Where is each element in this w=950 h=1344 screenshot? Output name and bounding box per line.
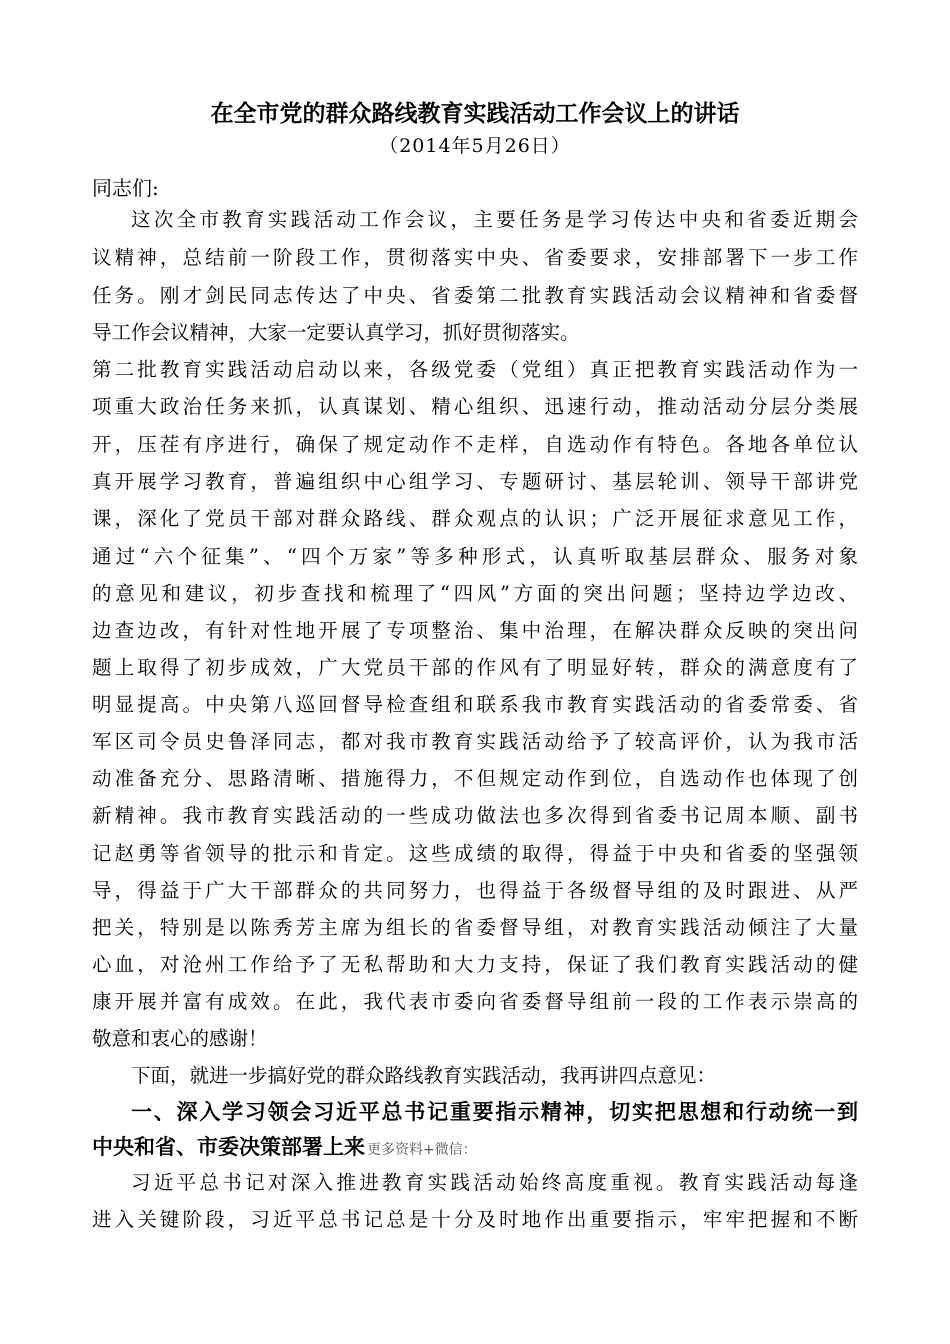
heading-line: 一、深入学习领会习近平总书记重要指示精神，切实把思想和行动统一到 bbox=[131, 1100, 858, 1124]
paragraph-line: 习近平总书记对深入推进教育实践活动始终高度重视。教育实践活动每逢 bbox=[131, 1171, 858, 1194]
paragraph-line: 把关，特别是以陈秀芳主席为组长的省委督导组，对教育实践活动倾注了大量 bbox=[92, 916, 858, 939]
paragraph-line: 项重大政治任务来抓，认真谋划、精心组织、迅速行动，推动活动分层分类展 bbox=[92, 395, 858, 418]
document-date: （2014年5月26日） bbox=[379, 135, 571, 157]
paragraph-line: 康开展并富有成效。在此，我代表市委向省委督导组前一段的工作表示崇高的 bbox=[92, 990, 858, 1013]
paragraph-line: 第二批教育实践活动启动以来，各级党委（党组）真正把教育实践活动作为一 bbox=[92, 358, 858, 381]
paragraph-line: 新精神。我市教育实践活动的一些成功做法也多次得到省委书记周本顺、副书 bbox=[92, 804, 858, 827]
paragraph-line: 心血，对沧州工作给予了无私帮助和大力支持，保证了我们教育实践活动的健 bbox=[92, 953, 858, 976]
paragraph-line: 真开展学习教育，普遍组织中心组学习、专题研讨、基层轮训、领导干部讲党 bbox=[92, 470, 858, 493]
paragraph-line: 动准备充分、思路清晰、措施得力，不但规定动作到位，自选动作也体现了创 bbox=[92, 767, 858, 790]
paragraph-line: 敬意和衷心的感谢！ bbox=[92, 1027, 268, 1050]
paragraph-line: 军区司令员史鲁泽同志，都对我市教育实践活动给予了较高评价，认为我市活 bbox=[92, 730, 858, 753]
more-info-note: 更多资料+微信： bbox=[367, 1142, 477, 1158]
paragraph-line: 开，压茬有序进行，确保了规定动作不走样，自选动作有特色。各地各单位认 bbox=[92, 433, 858, 456]
paragraph-line: 题上取得了初步成效，广大党员干部的作风有了明显好转，群众的满意度有了 bbox=[92, 656, 858, 679]
paragraph-3: 下面，就进一步搞好党的群众路线教育实践活动，我再讲四点意见： bbox=[131, 1064, 717, 1087]
heading-line-text: 中央和省、市委决策部署上来 bbox=[92, 1135, 365, 1159]
paragraph-line: 明显提高。中央第八巡回督导检查组和联系我市教育实践活动的省委常委、省 bbox=[92, 693, 858, 716]
paragraph-line: 边查边改，有针对性地开展了专项整治、集中治理，在解决群众反映的突出问 bbox=[92, 619, 858, 642]
paragraph-line: 导工作会议精神，大家一定要认真学习，抓好贯彻落实。 bbox=[92, 321, 580, 344]
paragraph-line: 这次全市教育实践活动工作会议，主要任务是学习传达中央和省委近期会 bbox=[131, 208, 858, 231]
heading-line bbox=[92, 1130, 858, 1167]
paragraph-line: 的意见和建议，初步查找和梳理了“四风”方面的突出问题；坚持边学边改、 bbox=[92, 582, 858, 605]
paragraph-line: 进入关键阶段，习近平总书记总是十分及时地作出重要指示，牢牢把握和不断 bbox=[92, 1208, 858, 1231]
document-title: 在全市党的群众路线教育实践活动工作会议上的讲话 bbox=[210, 100, 740, 127]
salutation: 同志们: bbox=[92, 176, 159, 200]
paragraph-line: 导，得益于广大干部群众的共同努力，也得益于各级督导组的及时跟进、从严 bbox=[92, 879, 858, 902]
paragraph-line: 记赵勇等省领导的批示和肯定。这些成绩的取得，得益于中央和省委的坚强领 bbox=[92, 842, 858, 865]
paragraph-line: 任务。刚才剑民同志传达了中央、省委第二批教育实践活动会议精神和省委督 bbox=[92, 284, 858, 307]
paragraph-line: 议精神，总结前一阶段工作，贯彻落实中央、省委要求，安排部署下一步工作 bbox=[92, 246, 858, 269]
paragraph-line: 通过“六个征集”、“四个万家”等多种形式，认真听取基层群众、服务对象 bbox=[92, 545, 858, 568]
paragraph-line: 课，深化了党员干部对群众路线、群众观点的认识；广泛开展征求意见工作， bbox=[92, 507, 858, 530]
